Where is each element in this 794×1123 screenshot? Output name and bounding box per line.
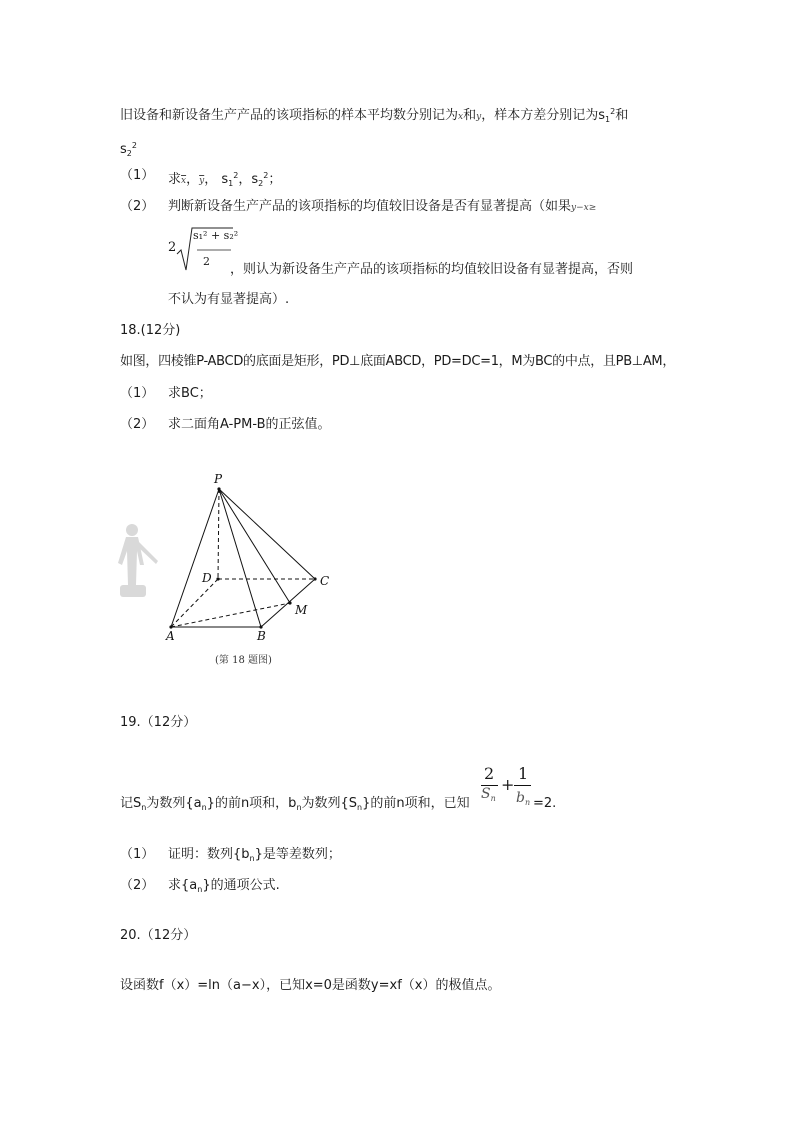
- q19-header: 19.（12分）: [120, 715, 197, 730]
- q19-stem-c: }的前n项和，b: [206, 796, 297, 811]
- label-P: P: [214, 472, 223, 486]
- q19-stem: [120, 795, 470, 817]
- q17-radical-num: s₁² + s₂²: [193, 229, 239, 242]
- figure-caption: (第 18 题图): [215, 655, 272, 666]
- label-B: B: [257, 629, 266, 643]
- q19-part1: [168, 846, 341, 868]
- q19-stem-d: 为数列{S: [301, 796, 358, 811]
- q17-and: 和: [463, 108, 477, 123]
- q19-part2-num: （2）: [120, 878, 155, 893]
- q17-part2-num: （2）: [120, 199, 155, 214]
- q19-plus: +: [501, 775, 515, 794]
- q17-var-x: x: [458, 112, 464, 122]
- label-M: M: [295, 603, 308, 617]
- edge-PA: [171, 489, 219, 627]
- q17-part2-rest2: 不认为有显著提高）.: [168, 292, 290, 307]
- q19-part2: [168, 877, 280, 899]
- q19-eq: =2.: [533, 796, 557, 811]
- q18-part1-num: （1）: [120, 386, 155, 401]
- q17-part1-end: ；: [268, 172, 282, 187]
- q17-radical-coef: 2: [168, 240, 177, 255]
- q19-stem-b: 为数列{a: [146, 796, 202, 811]
- q17-radical-den: 2: [203, 255, 210, 268]
- label-C: C: [320, 574, 330, 588]
- q17-part2-text: 判断新设备生产产品的该项指标的均值较旧设备是否有显著提高（如果: [168, 199, 572, 214]
- edge-AM: [171, 603, 290, 627]
- q17-s2-line: [120, 137, 137, 163]
- q17-s1-sup: 2: [610, 107, 616, 116]
- q17-part1-num: （1）: [120, 168, 155, 183]
- q17-s2-sup: 2: [131, 141, 137, 150]
- q19-part2-b: }的通项公式.: [202, 878, 280, 893]
- q19-frac1-den-s: S: [481, 786, 491, 802]
- q18-part2-text: 求二面角A-PM-B的正弦值。: [168, 417, 331, 432]
- q17-s1: s: [598, 108, 605, 123]
- q19-frac1-num: 2: [484, 764, 495, 783]
- q19-part1-b: }是等差数列；: [254, 847, 341, 862]
- q19-stem-sub2: n: [201, 803, 207, 812]
- q17-s2: s: [120, 142, 127, 157]
- q17-part2-cond: y−x≥: [571, 203, 597, 213]
- q19-stem-e: }的前n项和，已知: [362, 796, 470, 811]
- q17-part1-sep2: ，: [204, 172, 218, 187]
- q19-stem-sub1: n: [141, 803, 147, 812]
- q18-part2-num: （2）: [120, 417, 155, 432]
- q19-part1-num: （1）: [120, 847, 155, 862]
- q17-and2: 和: [615, 108, 629, 123]
- watermark-figure-icon: [118, 524, 158, 597]
- q19-frac2-num: 1: [518, 764, 529, 783]
- q19-stem-sub3: n: [296, 803, 302, 812]
- label-A: A: [166, 629, 175, 643]
- q17-part1-x: $\overline{x}$: [181, 176, 187, 186]
- q19-frac1-den-sub: n: [490, 794, 496, 803]
- label-D: D: [202, 571, 212, 585]
- edge-DA: [171, 579, 218, 627]
- q17-part1-s2: s: [251, 172, 259, 187]
- q17-s1-sub: 1: [605, 115, 611, 124]
- q17-part1-sep3: ，: [238, 172, 252, 187]
- q17-part2-rest: ，则认为新设备生产产品的该项指标的均值较旧设备有显著提高，否则: [230, 262, 634, 277]
- q17-part1-sep1: ，: [186, 172, 200, 187]
- q19-frac2-den-sub: n: [524, 798, 531, 807]
- q17-var-y: y: [476, 112, 482, 122]
- q19-part1-a: 证明：数列{b: [168, 847, 250, 862]
- edge-PB: [219, 489, 261, 627]
- q17-part2: [168, 198, 596, 217]
- q20-header: 20.（12分）: [120, 928, 197, 943]
- q19-part2-sub: n: [197, 885, 203, 894]
- q19-part1-sub: n: [249, 854, 255, 863]
- q19-frac2-den: [516, 790, 530, 807]
- q18-header: 18.(12分): [120, 323, 181, 338]
- q17-intro-text: 旧设备和新设备生产产品的该项指标的样本平均数分别记为: [120, 108, 459, 123]
- q17-part1-text: 求: [168, 172, 182, 187]
- q19-frac1-den: [481, 786, 496, 803]
- q17-s2-sub: 2: [126, 149, 132, 158]
- q19-frac2-den-b: b: [516, 790, 525, 806]
- q17-intro-line: [120, 103, 628, 129]
- q19-stem-sub4: n: [357, 803, 363, 812]
- q17-part1: 求$\overline{x}$，$\overline{y}$， $s_1^2$，$s_2^2$；: [168, 171, 282, 188]
- edge-PD: [218, 489, 219, 579]
- q18-part1-text: 求BC；: [168, 386, 212, 401]
- q18-stem: 如图，四棱锥P-ABCD的底面是矩形，PD⊥底面ABCD，PD=DC=1，M为BC的中点，且PB⊥AM，: [120, 354, 676, 369]
- q17-intro2: ，样本方差分别记为: [481, 108, 599, 123]
- q19-part2-a: 求{a: [168, 878, 198, 893]
- q17-part1-y: $\overline{y}$: [199, 176, 205, 186]
- q19-frac2-bar: [514, 785, 531, 786]
- q19-stem-a: 记S: [120, 796, 142, 811]
- q20-stem: 设函数f（x）=ln（a−x），已知x=0是函数y=xf（x）的极值点。: [120, 978, 501, 993]
- q17-part1-s1: s: [221, 172, 229, 187]
- q18-pyramid-figure: [110, 465, 350, 675]
